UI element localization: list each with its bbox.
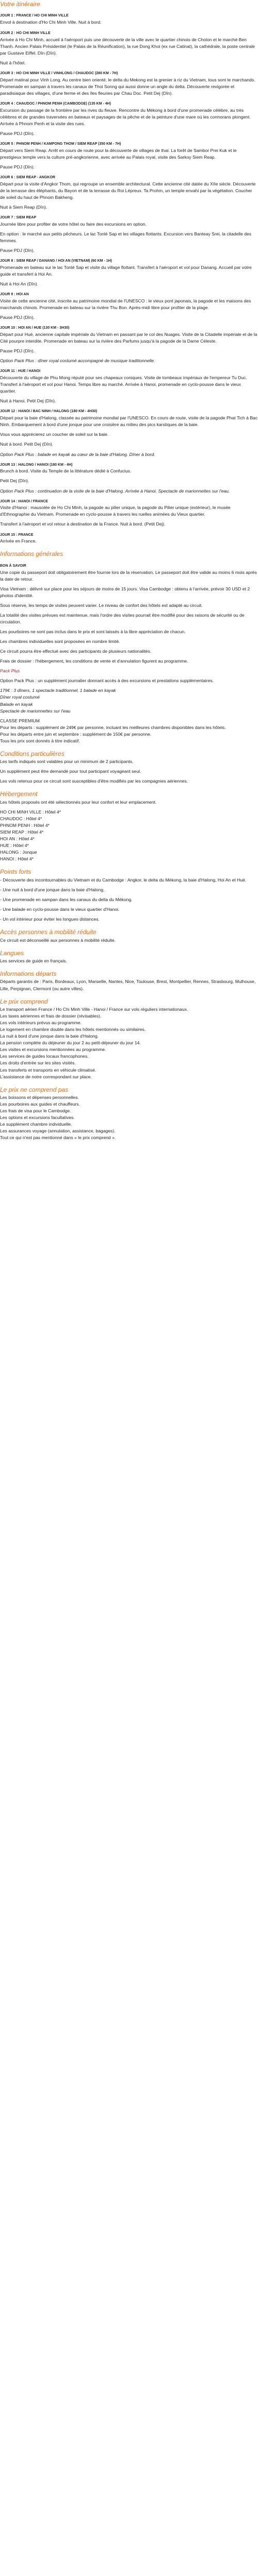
day-head: JOUR 4 : CHAUDOC / PHNOM PENH (CAMBODGE) (135 KM - 4H) xyxy=(0,102,111,106)
day-head: JOUR 12 : HANOI / BAC NINH / HALONG (180 KM - 4H30) xyxy=(0,410,98,414)
premium-line: CLASSE PREMIUM xyxy=(0,718,40,723)
info-text: Sous réserve, les temps de visites peuvent varier. Le niveau de confort des hôtels est adapté au circuit. xyxy=(0,602,203,608)
points-forts-title: Points forts xyxy=(0,868,31,876)
hotel-line: HOI AN : Hôtel 4* xyxy=(0,836,35,842)
conditions-text: Un supplément peut être demandé pour tout participant voyageant seul. xyxy=(0,769,141,774)
day-text: Départ pour la visite d'Angkor Thom, qui regroupe un ensemble architectural. Cette ancienne cité datée du XIIe siècle. Découverte de la terrasse des éléphants, du Bayon et de la terrasse du Roi Lépreux. Ta Prohm, un temple envahi par la végétation. Coucher de soleil du haut de Phnom Bakheng. xyxy=(0,181,256,200)
general-info-paragraphs xyxy=(0,569,258,685)
points-forts-section xyxy=(0,868,258,923)
excludes-line: Tout ce qui n'est pas mentionné dans « le prix comprend ». xyxy=(0,1135,116,1141)
excludes-line: Les pourboires aux guides et chauffeurs. xyxy=(0,1101,80,1107)
excludes-line: Les boissons et dépenses personnelles. xyxy=(0,1095,79,1100)
includes-line: Le transport aérien France / Ho Chi Minh Ville - Hanoi / France sur vols réguliers internationaux. xyxy=(0,1006,188,1012)
hebergement-list xyxy=(0,809,258,863)
includes-line: Les vols intérieurs prévus au programme. xyxy=(0,1020,82,1026)
day-text: Nuit à Siem Reap (Dîn). xyxy=(0,205,47,210)
languages-title: Langues xyxy=(0,949,24,957)
pack-plus-list xyxy=(0,687,258,714)
day-head: JOUR 10 : HOI AN / HUE (130 KM - 3H30) xyxy=(0,326,70,330)
day-block xyxy=(0,358,258,364)
day-block xyxy=(0,463,258,485)
day-block xyxy=(0,71,258,97)
day-text: Pause PDJ (Dîn). xyxy=(0,315,35,320)
day-text: Nuit à l'hôtel. xyxy=(0,60,26,66)
itinerary-intro xyxy=(0,0,258,26)
day-block xyxy=(0,175,258,211)
excludes-line: Les frais de visa pour le Cambodge. xyxy=(0,1108,71,1114)
info-text: Frais de dossier : l'hébergement, les conditions de vente et d'annulation figurent au programme. xyxy=(0,658,188,664)
day-block xyxy=(0,215,258,254)
day-block xyxy=(0,409,258,448)
day-head: JOUR 6 : SIEM REAP - ANGKOR xyxy=(0,176,55,180)
info-text: Option Pack Plus : un supplément journalier donnant accès à des excursions et prestations supplémentaires. xyxy=(0,678,214,684)
languages-section xyxy=(0,949,258,964)
price-excludes-list xyxy=(0,1094,258,1141)
itinerary-page xyxy=(0,0,258,1159)
day-block xyxy=(0,259,258,287)
day-text: Départ vers Siem Reap. Arrêt en cours de route pour la découverte de villages de thaï. La forêt de Sambor Prei Kuk et le prestigieux temple vers la culture pré-angkorienne, avec arrivée au Palais royal, visite des Sarkoy Siem Reap. xyxy=(0,148,237,160)
general-info xyxy=(0,550,258,744)
premium-line: Pour les départs : supplément de 249€ par personne, incluant les meilleures chambres disponibles dans les hôtels. xyxy=(0,724,226,730)
point-fort: - Découverte des incontournables du Vietnam et du Cambodge : Angkor, le delta du Mékong, la baie d'Halong, Hoi An et Hué. xyxy=(0,877,247,883)
day-text: Pause PDJ (Dîn). xyxy=(0,131,35,137)
day-text: Départ pour la baie d'Halong, classée au patrimoine mondial par l'UNESCO. En cours de route, visite de la pagode Phat Tich à Bac Ninh. Embarquement à bord d'une jonque pour une croisière au milieu des pics karstiques de la baie. xyxy=(0,415,258,428)
conditions-paragraphs xyxy=(0,758,258,785)
day-1-text: Envol à destination d'Ho Chi Minh Ville. Nuit à bord. xyxy=(0,20,102,25)
price-includes-list xyxy=(0,1006,258,1080)
includes-line: Les visites et excursions mentionnées au programme. xyxy=(0,1047,106,1053)
price-includes-title: Le prix comprend xyxy=(0,997,48,1005)
day-block xyxy=(0,499,258,528)
day-text: Brunch à bord. Visite du Temple de la littérature dédié à Confucius. xyxy=(0,468,132,474)
day-head: JOUR 5 : PHNOM PENH / KAMPONG THOM / SIEM REAP (350 KM - 7H) xyxy=(0,142,121,146)
price-excludes-title: Le prix ne comprend pas xyxy=(0,1086,69,1093)
point-fort: - Un vol intérieur pour éviter les longues distances. xyxy=(0,917,100,922)
day-text: Visite de cette ancienne cité, inscrite au patrimoine mondial de l'UNESCO : le vieux pont japonais, la pagode et les maisons des marchands chinois. Promenade en bateau sur la rivière Thu Bon. Après-midi libre pour profiter de la plage. xyxy=(0,298,251,311)
conditions-section xyxy=(0,750,258,785)
day-head: JOUR 2 : HO CHI MINH VILLE xyxy=(0,31,51,36)
includes-line: La pension complète du déjeuner du jour 2 au petit-déjeuner du jour 14. xyxy=(0,1040,141,1046)
premium-line: Tous les prix sont donnés à titre indicatif. xyxy=(0,738,80,743)
hotel-line: HANOI : Hôtel 4* xyxy=(0,856,34,862)
day-block xyxy=(0,292,258,321)
hotel-line: HUE : Hôtel 4* xyxy=(0,843,29,849)
accessibility-section xyxy=(0,928,258,943)
includes-line: Les droits d'entrée sur les sites visités. xyxy=(0,1060,76,1066)
day-block xyxy=(0,488,258,495)
excludes-line: Le supplément chambre individuelle. xyxy=(0,1122,72,1127)
includes-line: Les taxes aériennes et frais de dossier (révisables). xyxy=(0,1013,102,1019)
day-text: Départ pour Hué, ancienne capitale impériale du Vietnam en passant par le col des Nuages. Visite de la Citadelle impériale et de la Cité pourpre interdite. Promenade en bateau sur la rivière des Parfums jusqu'à la pagode de la Dame Céleste. xyxy=(0,332,257,344)
point-fort: - Une nuit à bord d'une jonque dans la baie d'Halong. xyxy=(0,887,105,892)
point-fort: - Une balade en cyclo-pousse dans le vieux quartier d'Hanoi. xyxy=(0,907,120,912)
day-block xyxy=(0,101,258,137)
hebergement-section xyxy=(0,790,258,862)
info-text: Les chambres individuelles sont proposées en nombre limité. xyxy=(0,639,120,645)
points-forts-list xyxy=(0,877,258,923)
pack-plus-head: Pack Plus xyxy=(0,668,20,674)
pack-line: Balade en kayak xyxy=(0,701,33,707)
pack-line: Dîner royal costumé xyxy=(0,694,40,700)
day-block xyxy=(0,142,258,171)
hebergement-title: Hébergement xyxy=(0,790,38,798)
day-head: JOUR 3 : HO CHI MINH VILLE / VINHLONG / CHAUDOC (280 KM - 7H) xyxy=(0,72,118,76)
pack-line: 179€ : 3 dîners, 1 spectacle traditionnel, 1 balade en kayak xyxy=(0,688,116,693)
day-text: Vous vous apprécierez un coucher de soleil sur la baie. xyxy=(0,432,109,437)
itinerary-days xyxy=(0,31,258,545)
day-block xyxy=(0,369,258,404)
hotel-line: PHNOM PENH : Hôtel 4* xyxy=(0,823,50,828)
departures-title: Informations départs xyxy=(0,970,57,978)
point-fort: - Une promenade en sampan dans les canaux du delta du Mékong. xyxy=(0,896,133,902)
includes-line: Les transferts et transports en véhicule climatisé. xyxy=(0,1067,96,1073)
departures-text: Départs garantis de : Paris, Bordeaux, Lyon, Marseille, Nantes, Nice, Toulouse, Brest, Montpellier, Rennes, Strasbourg, Mulhouse, Lille, Perpignan, Clermont (ou autre villes). xyxy=(0,979,256,991)
day-head: JOUR 7 : SIEM REAP xyxy=(0,216,37,220)
info-text: Ce circuit pourra être effectué avec des participants de plusieurs nationalités. xyxy=(0,649,152,654)
includes-line: La nuit à bord d'une jonque dans la baie d'Halong. xyxy=(0,1033,99,1039)
day-text: Pause PDJ (Dîn). xyxy=(0,164,35,170)
day-head: JOUR 8 : SIEM REAP / DANANG / HOI AN (VIETNAM) (60 KM - 1H) xyxy=(0,259,112,263)
day-text: Nuit à bord. Petit Dej (Dîn). xyxy=(0,442,54,447)
day-text: Visite d'Hanoi : mausolée de Ho Chi Minh, la pagode au pilier unique, la pagode du Pilier unique (extérieur), le musée d'Ethnographie du Vietnam. Promenade en cyclo-pousse à travers les ruelles animées du Vieux quartier. xyxy=(0,505,231,517)
hebergement-intro: Les hôtels proposés ont été sélectionnés pour leur confort et leur emplacement. xyxy=(0,799,157,805)
includes-line: Les services de guides locaux francophones. xyxy=(0,1054,89,1059)
option-note: Option Pack Plus : balade en kayak au cœur de la baie d'Halong. Dîner à bord. xyxy=(0,451,155,457)
departures-paragraphs xyxy=(0,978,258,992)
day-head: JOUR 15 : FRANCE xyxy=(0,533,34,537)
good-to-know-head: BON À SAVOIR xyxy=(0,564,26,568)
excludes-line: Les options et excursions facultatives. xyxy=(0,1115,75,1121)
day-text: Découverte du village de Phu Mong réputé pour ses chapeaux coniques. Visite de tombeaux impériaux de l'empereur Tu Duc. Transfert à l'aéroport et vol pour Hanoi. Temps libre au marché. Arrivée à Hanoi, promenade en cyclo-pousse dans le vieux quartier. xyxy=(0,375,247,394)
hotel-line: CHAUDOC : Hôtel 4* xyxy=(0,816,42,821)
day-text: Pause PDJ (Dîn). xyxy=(0,348,35,354)
price-includes-section xyxy=(0,997,258,1080)
day-head: JOUR 14 : HANOI / FRANCE xyxy=(0,499,48,503)
itinerary-title: Votre itinéraire xyxy=(0,1,40,8)
hotel-line: HALONG : Jonque xyxy=(0,850,37,855)
general-info-title: Informations générales xyxy=(0,550,63,558)
info-text: Visa Vietnam : délivré sur place pour les séjours de moins de 15 jours. Visa Cambodge : obtenu à l'arrivée, prévoir 30 USD et 2 photos d'identité. xyxy=(0,586,250,598)
conditions-text: Les vols retenus pour ce circuit sont susceptibles d'être modifiés par les compagnies aériennes. xyxy=(0,778,188,784)
day-block xyxy=(0,31,258,66)
day-text: Nuit à Hoi An (Dîn). xyxy=(0,281,39,287)
day-block xyxy=(0,326,258,354)
hotel-line: SIEM REAP : Hôtel 4* xyxy=(0,829,44,835)
day-text: Pause PDJ (Dîn). xyxy=(0,248,35,253)
day-head: JOUR 11 : HUE / HANOI xyxy=(0,369,41,374)
accessibility-title: Accès personnes à mobilité réduite xyxy=(0,928,96,936)
day-text: Journée libre pour profiter de votre hôtel ou faire des excursions en option. xyxy=(0,222,147,227)
day-block xyxy=(0,451,258,458)
day-text: Arrivée à Ho Chi Minh, accueil à l'aéroport puis une découverte de la ville avec le quartier chinois de Cholon et le marché Ben Thanh. Ancien Palais Présidentiel (le Palais de la Réunification), la rue Dong Khoi (ex rue Catinat), la cathédrale, la poste centrale par Gustave Eiffel. Dîn (Dîn). xyxy=(0,37,255,56)
day-text: En option : le marché aux petits pêcheurs. Le lac Tonlé Sap et les villages flottants. Excursion vers Banteay Srei, la citadelle des femmes. xyxy=(0,231,252,244)
languages-text: Les services de guide en français. xyxy=(0,958,67,963)
price-excludes-section xyxy=(0,1086,258,1142)
day-text: Petit Dej (Dîn). xyxy=(0,478,29,484)
departures-section xyxy=(0,970,258,992)
hotel-line: HO CHI MINH VILLE : Hôtel 4* xyxy=(0,809,61,815)
day-text: Départ matinal pour Vinh Long. Au centre bien orienté, le delta du Mekong est la grenier à riz du Vietnam, tous sont le marchands. Promenade en sampan à travers les canaux de Thoi Sonng qui aussi donne un angle du delta. Découverte revigorée et paradisiaque des villages, d'une ferme et des îles fleuries par Chau Doc. Petit Dej (Dîn). xyxy=(0,77,255,96)
accessibility-text: Ce circuit est déconseillé aux personnes à mobilité réduite. xyxy=(0,937,116,943)
day-text: Transfert à l'aéroport et vol retour à destination de la France. Nuit à bord. (Petit Dej). xyxy=(0,521,166,527)
day-head: JOUR 13 : HALONG / HANOI (180 KM - 4H) xyxy=(0,463,73,467)
day-text: Arrivée en France. xyxy=(0,538,37,544)
excludes-line: Les assurances voyage (annulation, assistance, bagages). xyxy=(0,1128,116,1134)
premium-class-list xyxy=(0,718,258,744)
day-text: Nuit à Hanoi. Petit Dej (Dîn). xyxy=(0,398,56,404)
day-block xyxy=(0,533,258,545)
includes-line: Le logement en chambre double dans les hôtels mentionnés ou similaires. xyxy=(0,1027,146,1032)
includes-line: L'assistance de notre correspondant sur place. xyxy=(0,1074,92,1079)
option-note: Option Pack Plus : dîner royal costumé accompagné de musique traditionnelle. xyxy=(0,358,155,364)
day-text: Promenade en bateau sur le lac Tonlé Sap et visite du village flottant. Transfert à l'aéroport et vol pour Danang. Accueil par votre guide et transfert à Hoi An. xyxy=(0,265,252,277)
info-text: Une copie du passeport doit obligatoirement être fournie lors de la réservation. Le passeport doit être valide au moins 6 mois après la date de retour. xyxy=(0,569,257,582)
day-head: JOUR 9 : HOI AN xyxy=(0,293,29,297)
info-text: Les pourboires ne sont pas inclus dans le prix et sont laissés à la libre appréciation de chacun. xyxy=(0,629,186,635)
option-note: Option Pack Plus : continuation de la visite de la baie d'Halong. Arrivée à Hanoi. Spectacle de marionnettes sur l'eau. xyxy=(0,488,230,494)
pack-line: Spectacle de marionnettes sur l'eau xyxy=(0,708,71,714)
premium-line: Pour les départs entre juin et septembre : supplément de 150€ par personne. xyxy=(0,731,152,737)
conditions-title: Conditions particulières xyxy=(0,750,64,757)
info-text: La totalité des visites prévues est maintenue, mais l'ordre des visites pourrait être modifié pour des raisons de sécurité ou de circulation. xyxy=(0,612,245,624)
day-text: Excursion du passage de la frontière par les rives du fleuve. Rencontre du Mékong à bord d'une promenade célèbre, au très célèbres et de grandes traversées en bateaux et paysages de la pêche et de la peinture d'une mare où les cormorans plongent. Arrivée à Phnom Penh et la visite des rues. xyxy=(0,108,251,127)
conditions-text: Les tarifs indiqués sont valables pour un minimum de 2 participants. xyxy=(0,759,134,765)
day-1-head: JOUR 1 : FRANCE / HO CHI MINH VILLE xyxy=(0,14,69,18)
